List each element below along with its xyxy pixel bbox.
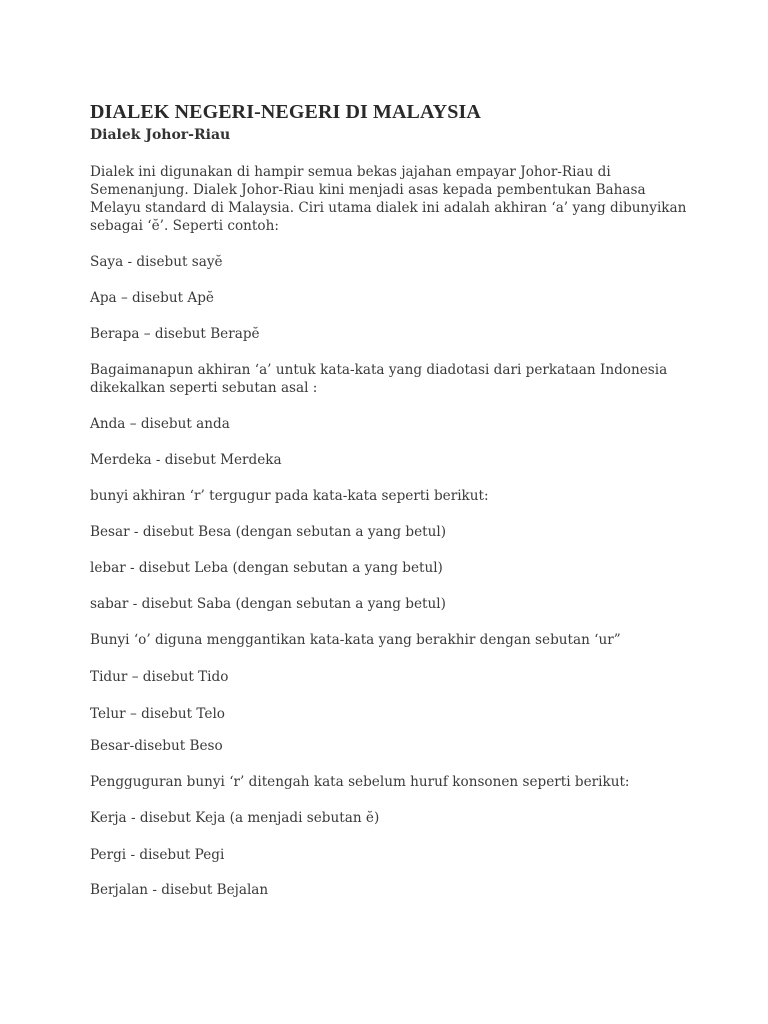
- intro-line: Semenanjung. Dialek Johor-Riau kini menjadi asas kepada pembentukan Bahasa: [90, 182, 646, 198]
- note-paragraph: [90, 361, 690, 397]
- note-line: Bagaimanapun akhiran ‘a’ untuk kata-kata yang diadotasi dari perkataan Indonesia: [90, 362, 668, 378]
- example-line: Merdeka - disebut Merdeka: [90, 452, 282, 468]
- example-line: Besar-disebut Beso: [90, 738, 223, 754]
- example-line: lebar - disebut Leba (dengan sebutan a yang betul): [90, 560, 443, 576]
- intro-paragraph: [90, 163, 690, 235]
- example-line: Pergi - disebut Pegi: [90, 847, 225, 863]
- intro-line: Dialek ini digunakan di hampir semua bekas jajahan empayar Johor-Riau di: [90, 164, 611, 180]
- example-line: Besar - disebut Besa (dengan sebutan a yang betul): [90, 524, 447, 540]
- intro-line: sebagai ‘ĕ’. Seperti contoh:: [90, 218, 279, 234]
- section-heading: Dialek Johor-Riau: [90, 127, 231, 143]
- document-content: [90, 101, 690, 899]
- intro-line: Melayu standard di Malaysia. Ciri utama dialek ini adalah akhiran ‘a’ yang dibunyikan: [90, 200, 687, 216]
- example-line: sabar - disebut Saba (dengan sebutan a yang betul): [90, 596, 446, 612]
- example-line: Berapa – disebut Berapĕ: [90, 326, 260, 342]
- page-title: DIALEK NEGERI-NEGERI DI MALAYSIA: [90, 101, 481, 123]
- note-line: Pengguguran bunyi ‘r’ ditengah kata sebelum huruf konsonen seperti berikut:: [90, 774, 630, 790]
- example-line: Kerja - disebut Keja (a menjadi sebutan ĕ): [90, 810, 380, 826]
- note-line: Bunyi ‘o’ diguna menggantikan kata-kata yang berakhir dengan sebutan ‘ur”: [90, 632, 621, 648]
- example-line: Saya - disebut sayĕ: [90, 254, 223, 270]
- example-line: Berjalan - disebut Bejalan: [90, 882, 269, 898]
- example-line: Apa – disebut Apĕ: [90, 290, 214, 306]
- example-line: Tidur – disebut Tido: [90, 669, 229, 685]
- note-line: bunyi akhiran ‘r’ tergugur pada kata-kata seperti berikut:: [90, 488, 489, 504]
- note-line: dikekalkan seperti sebutan asal :: [90, 380, 318, 396]
- example-line: Telur – disebut Telo: [90, 706, 225, 722]
- example-line: Anda – disebut anda: [90, 416, 230, 432]
